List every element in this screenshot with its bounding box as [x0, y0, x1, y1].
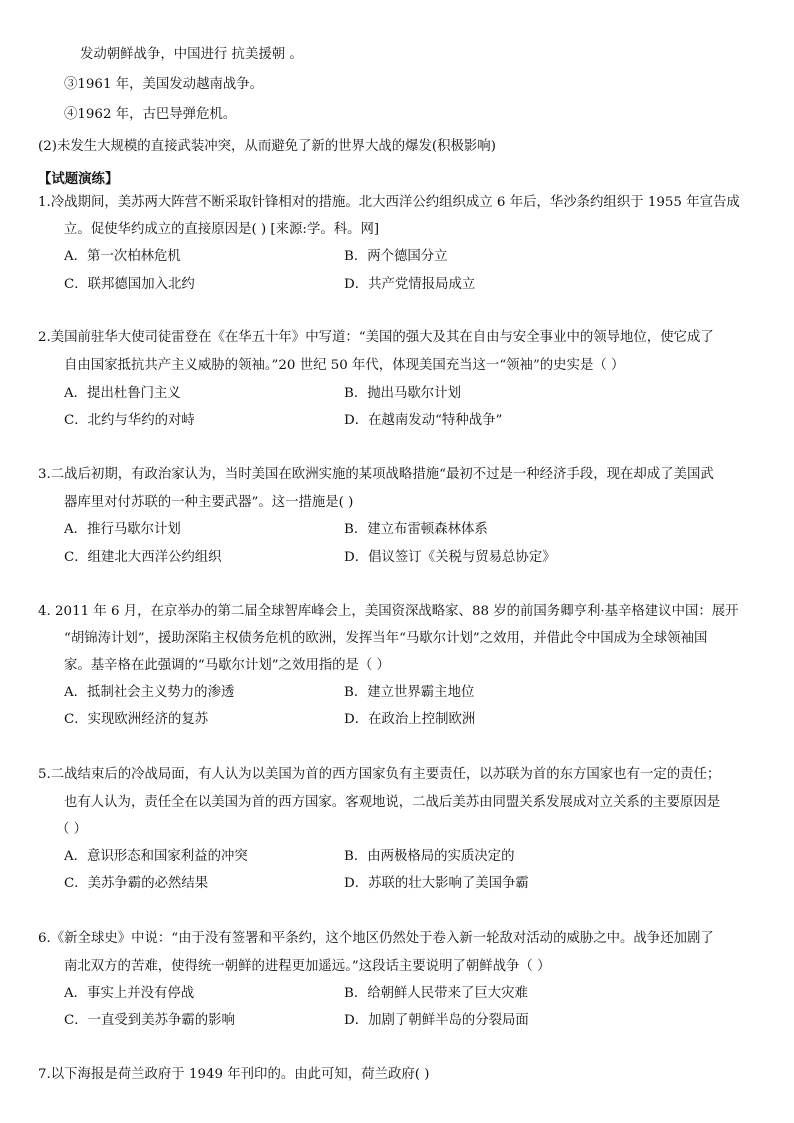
question-6-option-d: D．加剧了朝鲜半岛的分裂局面 [344, 1013, 529, 1028]
question-5-option-a: A．意识形态和国家利益的冲突 [64, 849, 248, 864]
question-3-stem-line-2: 器库里对付苏联的一种主要武器”。这一措施是( ) [64, 495, 354, 510]
question-6-option-a: A．事实上并没有停战 [64, 986, 195, 1001]
question-2-option-b: B．抛出马歇尔计划 [344, 386, 461, 401]
question-7-stem-line-1: 7.以下海报是荷兰政府于 1949 年刊印的。由此可知，荷兰政府( ) [38, 1067, 430, 1082]
question-4-stem-line-2: “胡锦涛计划”，援助深陷主权债务危机的欧洲，发挥当年“马歇尔计划”之效用，并借此令中国成为全球领袖国 [64, 631, 708, 646]
question-1-option-b: B．两个德国分立 [344, 249, 448, 264]
question-5-option-c: C．美苏争霸的必然结果 [64, 876, 209, 891]
question-1-stem-line-1: 1.冷战期间，美苏两大阵营不断采取针锋相对的措施。北大西洋公约组织成立 6 年后，华沙条约组织于 1955 年宣告成 [38, 195, 740, 210]
question-2-option-d: D．在越南发动“特种战争” [344, 413, 503, 428]
question-4-option-b: B．建立世界霸主地位 [344, 685, 475, 700]
section-title: 【试题演练】 [38, 171, 119, 187]
question-4-option-d: D．在政治上控制欧洲 [344, 712, 476, 727]
question-4-option-c: C．实现欧洲经济的复苏 [64, 712, 209, 727]
intro-line-2: ③1961 年，美国发动越南战争。 [64, 77, 264, 92]
question-3-option-c: C．组建北大西洋公约组织 [64, 550, 222, 565]
question-3-option-b: B．建立布雷顿森林体系 [344, 522, 488, 537]
question-4-option-a: A．抵制社会主义势力的渗透 [64, 685, 235, 700]
intro-line-1: 发动朝鲜战争，中国进行 抗美援朝 。 [80, 47, 303, 62]
question-2-option-c: C．北约与华约的对峙 [64, 413, 195, 428]
question-5-stem-line-2: 也有人认为，责任全在以美国为首的西方国家。客观地说，二战后美苏由同盟关系发展成对立关系的主要原因是 [64, 795, 721, 810]
question-6-stem-line-1: 6.《新全球史》中说：“由于没有签署和平条约，这个地区仍然处于卷入新一轮敌对活动的威胁之中。战争还加剧了 [38, 931, 714, 946]
question-2-stem-line-1: 2.美国前驻华大使司徒雷登在《在华五十年》中写道：“美国的强大及其在自由与安全事业中的领导地位，使它成了 [38, 330, 714, 345]
question-3-option-a: A．推行马歇尔计划 [64, 522, 181, 537]
question-2-option-a: A．提出杜鲁门主义 [64, 386, 181, 401]
question-1-option-c: C．联邦德国加入北约 [64, 277, 195, 292]
question-1-option-d: D．共产党情报局成立 [344, 277, 476, 292]
question-1-stem-line-2: 立。促使华约成立的直接原因是( ) [来源:学。科。网] [64, 222, 380, 237]
intro-line-4: (2)未发生大规模的直接武装冲突，从而避免了新的世界大战的爆发(积极影响) [38, 139, 496, 154]
question-3-stem-line-1: 3.二战后初期，有政治家认为，当时美国在欧洲实施的某项战略措施“最初不过是一种经济手段，现在却成了美国武 [38, 467, 714, 482]
question-6-stem-line-2: 南北双方的苦难，使得统一朝鲜的进程更加遥远。”这段话主要说明了朝鲜战争（ ） [64, 959, 551, 974]
question-2-stem-line-2: 自由国家抵抗共产主义威胁的领袖。”20 世纪 50 年代，体现美国充当这一“领袖”的史实是（ ） [64, 358, 625, 373]
question-3-option-d: D．倡议签订《关税与贸易总协定》 [344, 550, 556, 565]
question-4-stem-line-3: 家。基辛格在此强调的“马歇尔计划”之效用指的是（ ） [64, 658, 390, 673]
question-6-option-b: B．给朝鲜人民带来了巨大灾难 [344, 986, 528, 1001]
question-4-stem-line-1: 4. 2011 年 6 月，在京举办的第二届全球智库峰会上，美国资深战略家、88 岁的前国务卿亨利·基辛格建议中国：展开 [38, 604, 739, 619]
question-5-option-d: D．苏联的壮大影响了美国争霸 [344, 876, 529, 891]
question-5-option-b: B．由两极格局的实质决定的 [344, 849, 515, 864]
question-5-stem-line-3: （ ） [56, 822, 88, 837]
question-1-option-a: A．第一次柏林危机 [64, 249, 181, 264]
question-6-option-c: C．一直受到美苏争霸的影响 [64, 1013, 235, 1028]
question-5-stem-line-1: 5.二战结束后的冷战局面，有人认为以美国为首的西方国家负有主要责任，以苏联为首的东方国家也有一定的责任； [38, 767, 721, 782]
intro-line-3: ④1962 年，古巴导弹危机。 [64, 107, 237, 122]
